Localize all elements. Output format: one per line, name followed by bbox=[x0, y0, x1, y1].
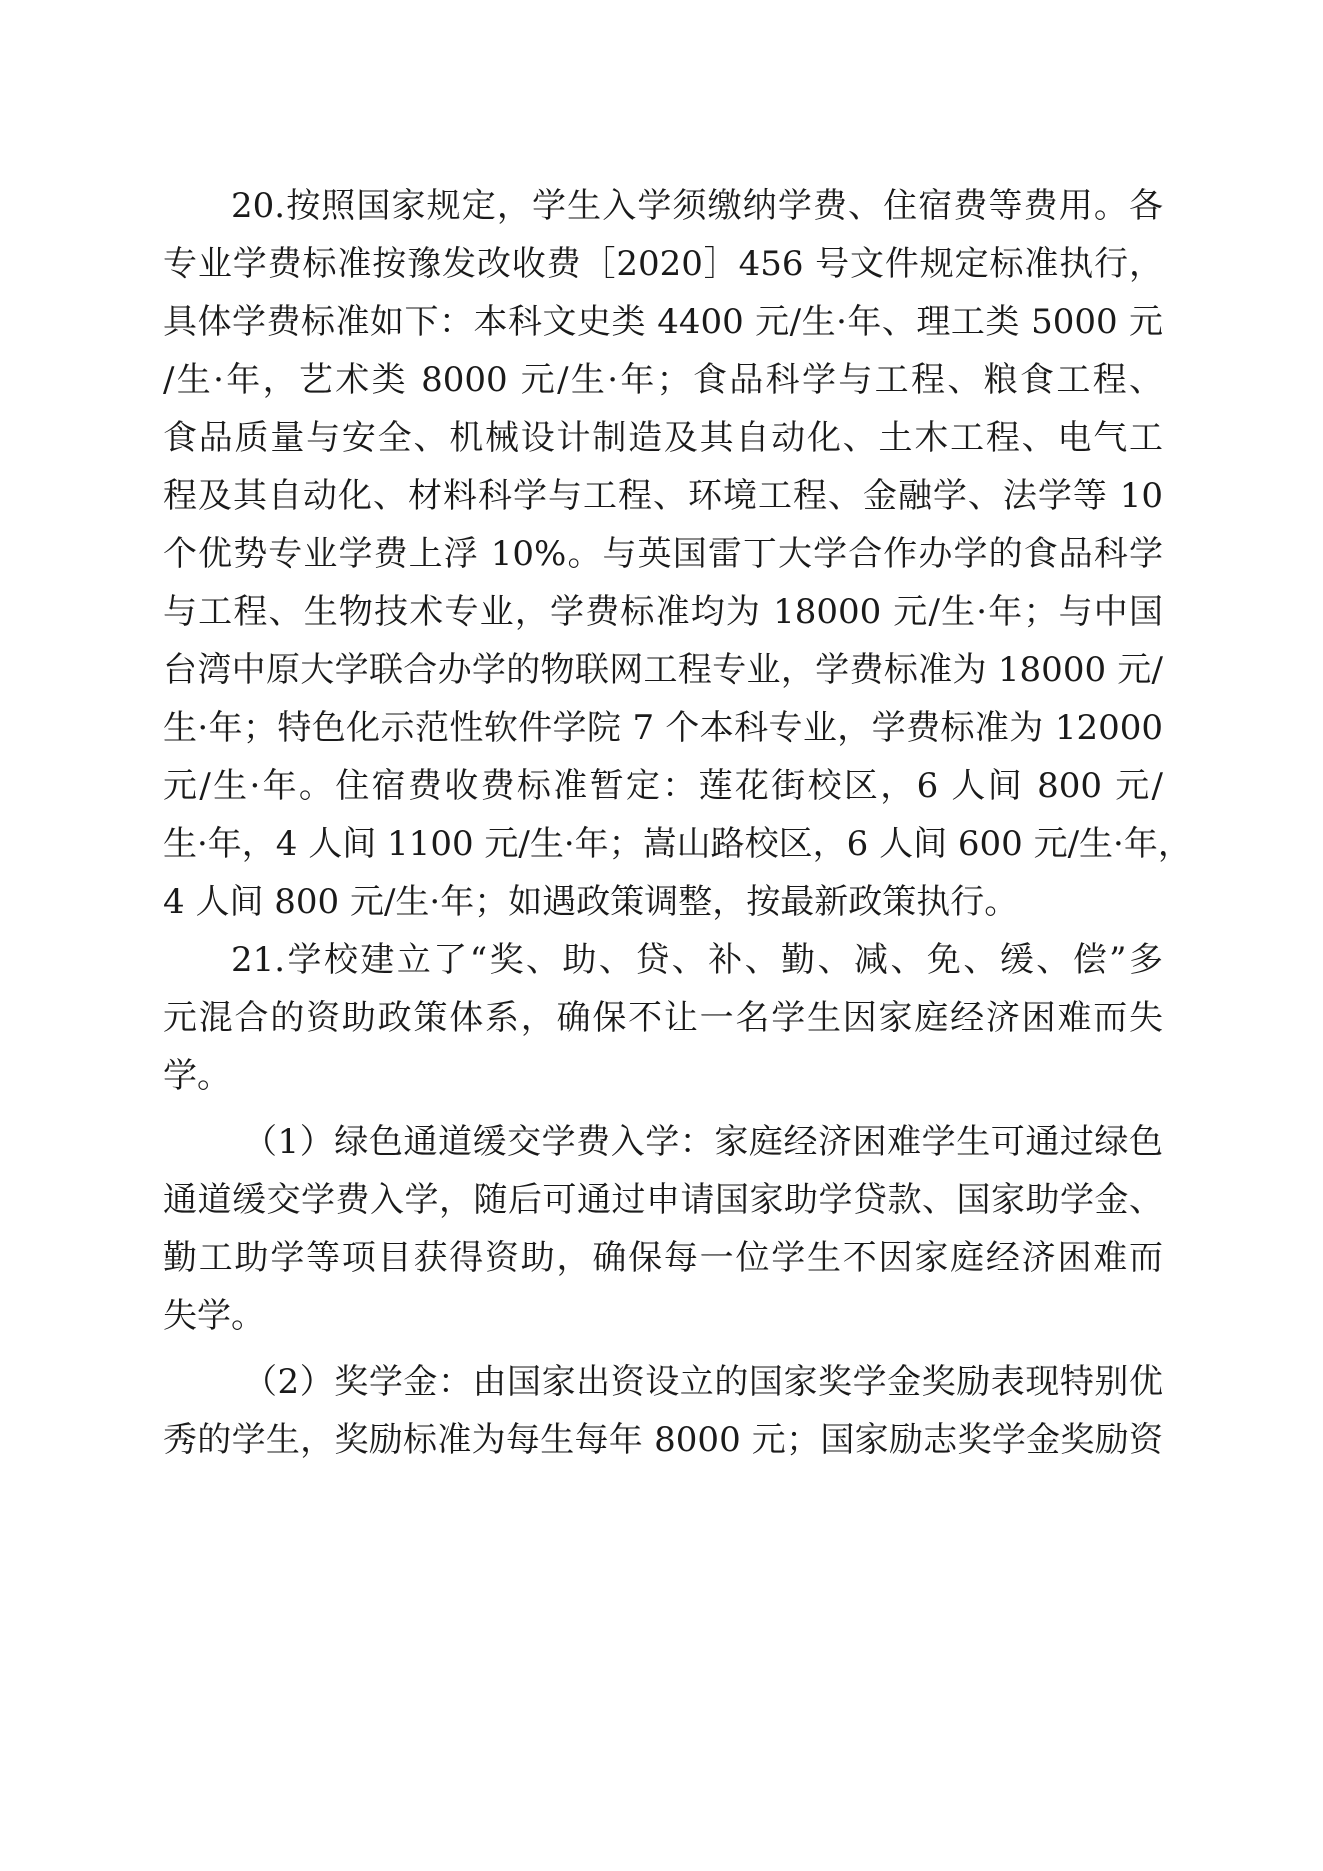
paragraph-20-line-13: 4 人间 800 元/生·年；如遇政策调整，按最新政策执行。 bbox=[163, 882, 1019, 922]
paragraph-20-line-3: 具体学费标准如下：本科文史类 4400 元/生·年、理工类 5000 元 bbox=[163, 302, 1163, 342]
paragraph-20-line-5: 食品质量与安全、机械设计制造及其自动化、土木工程、电气工 bbox=[163, 418, 1163, 458]
item-1-line-2: 通道缓交学费入学，随后可通过申请国家助学贷款、国家助学金、 bbox=[163, 1180, 1163, 1220]
item-1-line-4: 失学。 bbox=[163, 1296, 265, 1336]
paragraph-20-line-4: /生·年，艺术类 8000 元/生·年；食品科学与工程、粮食工程、 bbox=[163, 360, 1163, 400]
paragraph-20-line-6: 程及其自动化、材料科学与工程、环境工程、金融学、法学等 10 bbox=[163, 476, 1163, 516]
paragraph-20-line-10: 生·年；特色化示范性软件学院 7 个本科专业，学费标准为 12000 bbox=[163, 708, 1163, 748]
paragraph-20-line-7: 个优势专业学费上浮 10%。与英国雷丁大学合作办学的食品科学 bbox=[163, 534, 1163, 574]
paragraph-20-line-8: 与工程、生物技术专业，学费标准均为 18000 元/生·年；与中国 bbox=[163, 592, 1163, 632]
paragraph-20-line-9: 台湾中原大学联合办学的物联网工程专业，学费标准为 18000 元/ bbox=[163, 650, 1163, 690]
item-1-line-3: 勤工助学等项目获得资助，确保每一位学生不因家庭经济困难而 bbox=[163, 1238, 1163, 1278]
paragraph-21-line-2: 元混合的资助政策体系，确保不让一名学生因家庭经济困难而失 bbox=[163, 998, 1163, 1038]
paragraph-20-line-2: 专业学费标准按豫发改收费［2020］456 号文件规定标准执行， bbox=[163, 244, 1163, 284]
paragraph-20-line-12: 生·年，4 人间 1100 元/生·年；嵩山路校区，6 人间 600 元/生·年， bbox=[163, 824, 1192, 864]
item-2-line-1: （2）奖学金：由国家出资设立的国家奖学金奖励表现特别优 bbox=[243, 1362, 1163, 1402]
paragraph-21-line-1: 21.学校建立了“奖、助、贷、补、勤、减、免、缓、偿”多 bbox=[231, 940, 1163, 980]
paragraph-20-line-1: 20.按照国家规定，学生入学须缴纳学费、住宿费等费用。各 bbox=[231, 186, 1163, 226]
paragraph-20-line-11: 元/生·年。住宿费收费标准暂定：莲花街校区，6 人间 800 元/ bbox=[163, 766, 1163, 806]
item-2-line-2: 秀的学生，奖励标准为每生每年 8000 元；国家励志奖学金奖励资 bbox=[163, 1420, 1163, 1460]
paragraph-21-line-3: 学。 bbox=[163, 1056, 231, 1096]
item-1-line-1: （1）绿色通道缓交学费入学：家庭经济困难学生可通过绿色 bbox=[243, 1122, 1163, 1162]
